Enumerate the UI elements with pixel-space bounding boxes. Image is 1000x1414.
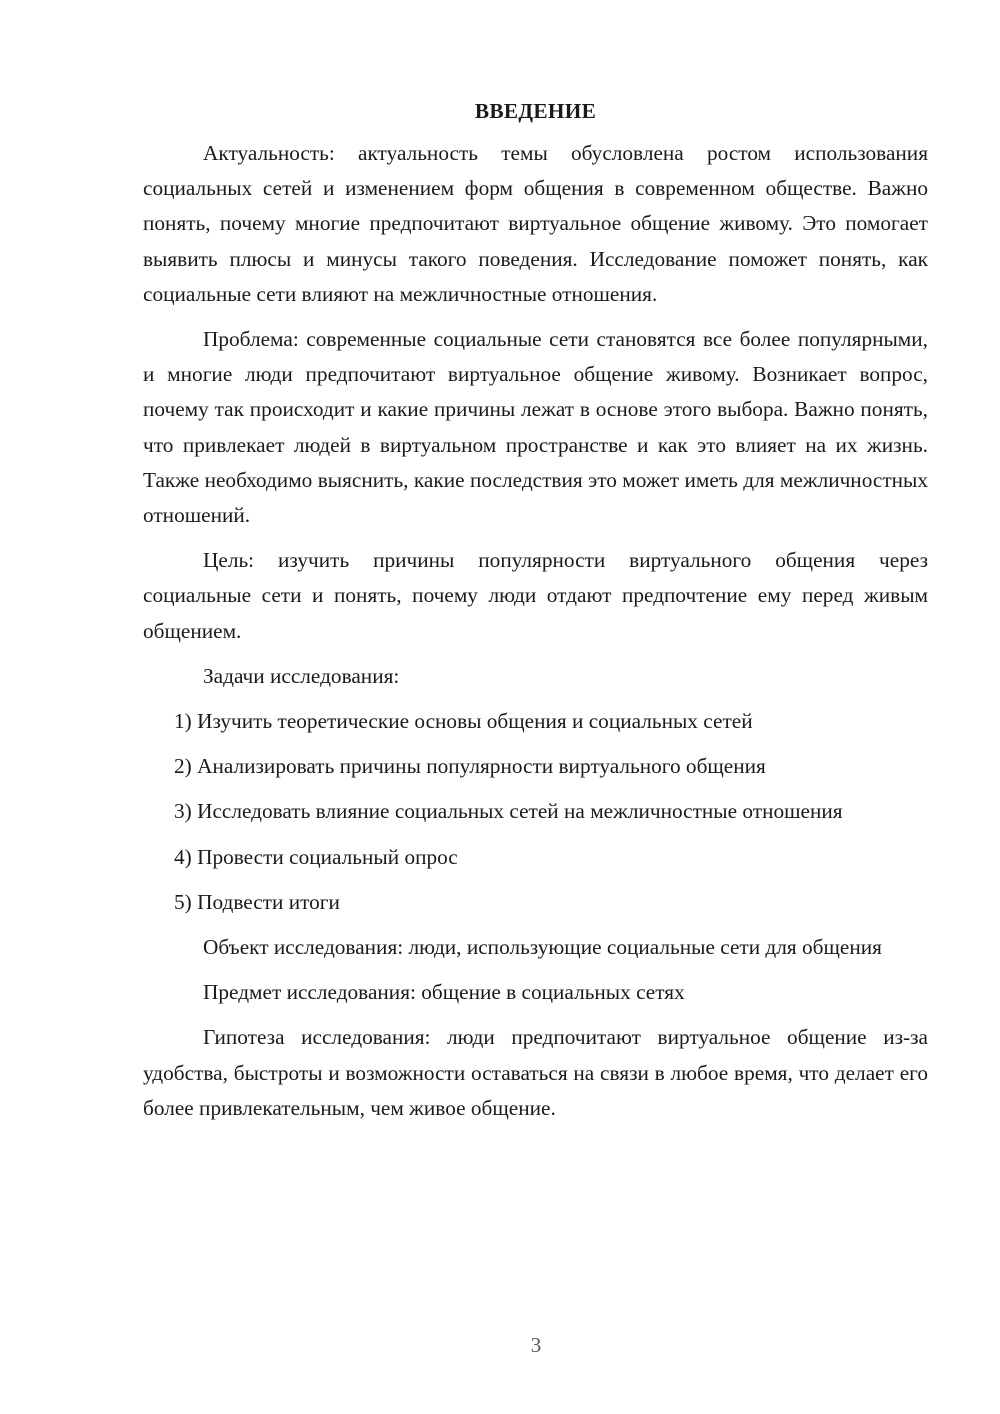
task-item-3: 3) Исследовать влияние социальных сетей на межличностные отношения: [174, 799, 843, 824]
problem-paragraph: Проблема: современные социальные сети становятся все более популярными, и многие люди предпочитают виртуальное общение живому. Возникает вопрос, почему так происходит и какие причины лежат в основе этого выбора. Важно понять, что привлекает людей в виртуальном пространстве и как это влияет на их жизнь. Также необходимо выяснить, какие последствия это может иметь для межличностных отношений.: [143, 327, 928, 528]
section-heading: ВВЕДЕНИЕ: [474, 99, 597, 123]
document-page: [143, 96, 928, 1136]
task-item-4: 4) Провести социальный опрос: [174, 844, 458, 869]
task-item-2: 2) Анализировать причины популярности виртуального общения: [174, 754, 766, 779]
goal-paragraph: Цель: изучить причины популярности виртуального общения через социальные сети и понять, почему люди отдают предпочтение ему перед живым общением.: [143, 548, 928, 643]
tasks-heading: Задачи исследования:: [203, 663, 400, 688]
page-number: 3: [530, 1333, 542, 1357]
subject-paragraph: Предмет исследования: общение в социальных сетях: [203, 980, 685, 1005]
task-item-5: 5) Подвести итоги: [174, 889, 340, 914]
task-item-1: 1) Изучить теоретические основы общения и социальных сетей: [174, 709, 753, 734]
object-paragraph: Объект исследования: люди, использующие социальные сети для общения: [203, 935, 882, 960]
relevance-paragraph: Актуальность: актуальность темы обусловлена ростом использования социальных сетей и изменением форм общения в современном обществе. Важно понять, почему многие предпочитают виртуальное общение живому. Это помогает выявить плюсы и минусы такого поведения. Исследование поможет понять, как социальные сети влияют на межличностные отношения.: [143, 141, 928, 306]
hypothesis-paragraph: Гипотеза исследования: люди предпочитают виртуальное общение из-за удобства, быстроты и возможности оставаться на связи в любое время, что делает его более привлекательным, чем живое общение.: [143, 1025, 928, 1120]
